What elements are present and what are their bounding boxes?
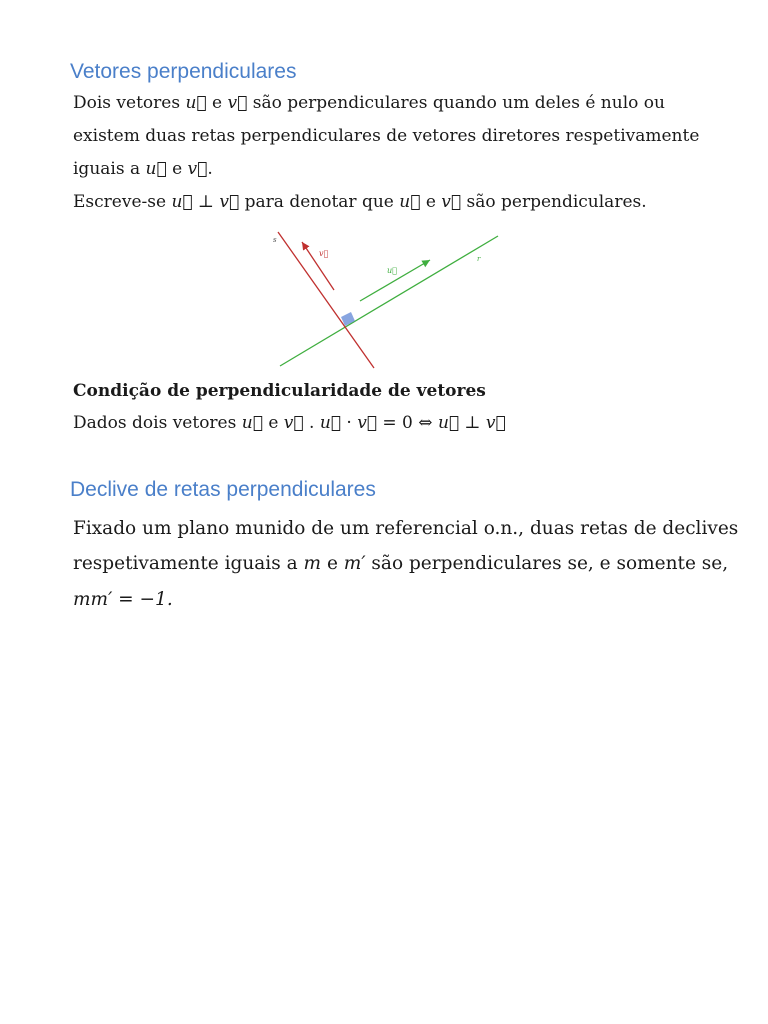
vector-v: v⃗ xyxy=(441,192,462,212)
line-r xyxy=(280,236,498,366)
paragraph-line-3 xyxy=(73,158,213,180)
text: são perpendiculares quando um deles é nulo ou xyxy=(252,93,665,113)
text: . xyxy=(207,159,213,179)
vector-v: v⃗ xyxy=(187,159,208,179)
vector-u: u⃗ xyxy=(399,192,421,212)
perp-symbol: ⊥ xyxy=(464,413,481,433)
label-v: v⃗ xyxy=(319,249,329,258)
text: e xyxy=(326,553,338,574)
paragraph-line-2: existem duas retas perpendiculares de vetores diretores respetivamente xyxy=(73,126,700,146)
perp-symbol: ⊥ xyxy=(198,192,215,212)
text: e xyxy=(425,192,436,212)
vector-u: u⃗ xyxy=(145,159,167,179)
vector-u: u⃗ xyxy=(241,413,263,433)
section-title-vetores: Vetores perpendiculares xyxy=(70,60,297,83)
var-m-prime: m′ xyxy=(343,553,366,574)
vector-v: v⃗ xyxy=(227,93,248,113)
var-m: m xyxy=(303,553,322,574)
perpendicular-lines-diagram xyxy=(260,218,510,373)
text: Dois vetores xyxy=(73,93,181,113)
text: são perpendiculares se, e somente se, xyxy=(371,553,729,574)
paragraph-line-1 xyxy=(73,92,665,114)
text: Dados dois vetores xyxy=(73,413,237,433)
label-u: u⃗ xyxy=(387,266,397,275)
declive-line-3: mm′ = −1. xyxy=(73,589,173,610)
text: = 0 ⇔ xyxy=(382,413,433,433)
text: respetivamente iguais a xyxy=(73,553,298,574)
text: iguais a xyxy=(73,159,141,179)
paragraph-line-4 xyxy=(73,191,647,213)
vector-v: v⃗ xyxy=(283,413,304,433)
text: e xyxy=(172,159,183,179)
vector-u: u⃗ xyxy=(319,413,341,433)
vector-v-arrow xyxy=(302,242,334,290)
vector-v: v⃗ xyxy=(485,413,506,433)
label-s: s xyxy=(273,236,277,244)
vector-u: u⃗ xyxy=(437,413,460,433)
vector-v: v⃗ xyxy=(219,192,240,212)
vector-v: v⃗ xyxy=(357,413,377,433)
label-r: r xyxy=(477,255,481,263)
declive-line-2 xyxy=(73,553,728,575)
text: são perpendiculares. xyxy=(466,192,647,212)
condition-title: Condição de perpendicularidade de vetores xyxy=(73,381,486,401)
text: e xyxy=(268,413,279,433)
declive-line-1: Fixado um plano munido de um referencial o.n., duas retas de declives xyxy=(73,518,739,539)
text: . xyxy=(309,413,315,433)
text: para denotar que xyxy=(244,192,394,212)
section-title-declive: Declive de retas perpendiculares xyxy=(70,478,376,501)
vector-u: u⃗ xyxy=(171,192,193,212)
vector-u: u⃗ xyxy=(185,93,207,113)
text: Escreve-se xyxy=(73,192,167,212)
dot-symbol: · xyxy=(346,413,352,433)
text: e xyxy=(212,93,223,113)
condition-line xyxy=(73,412,506,434)
